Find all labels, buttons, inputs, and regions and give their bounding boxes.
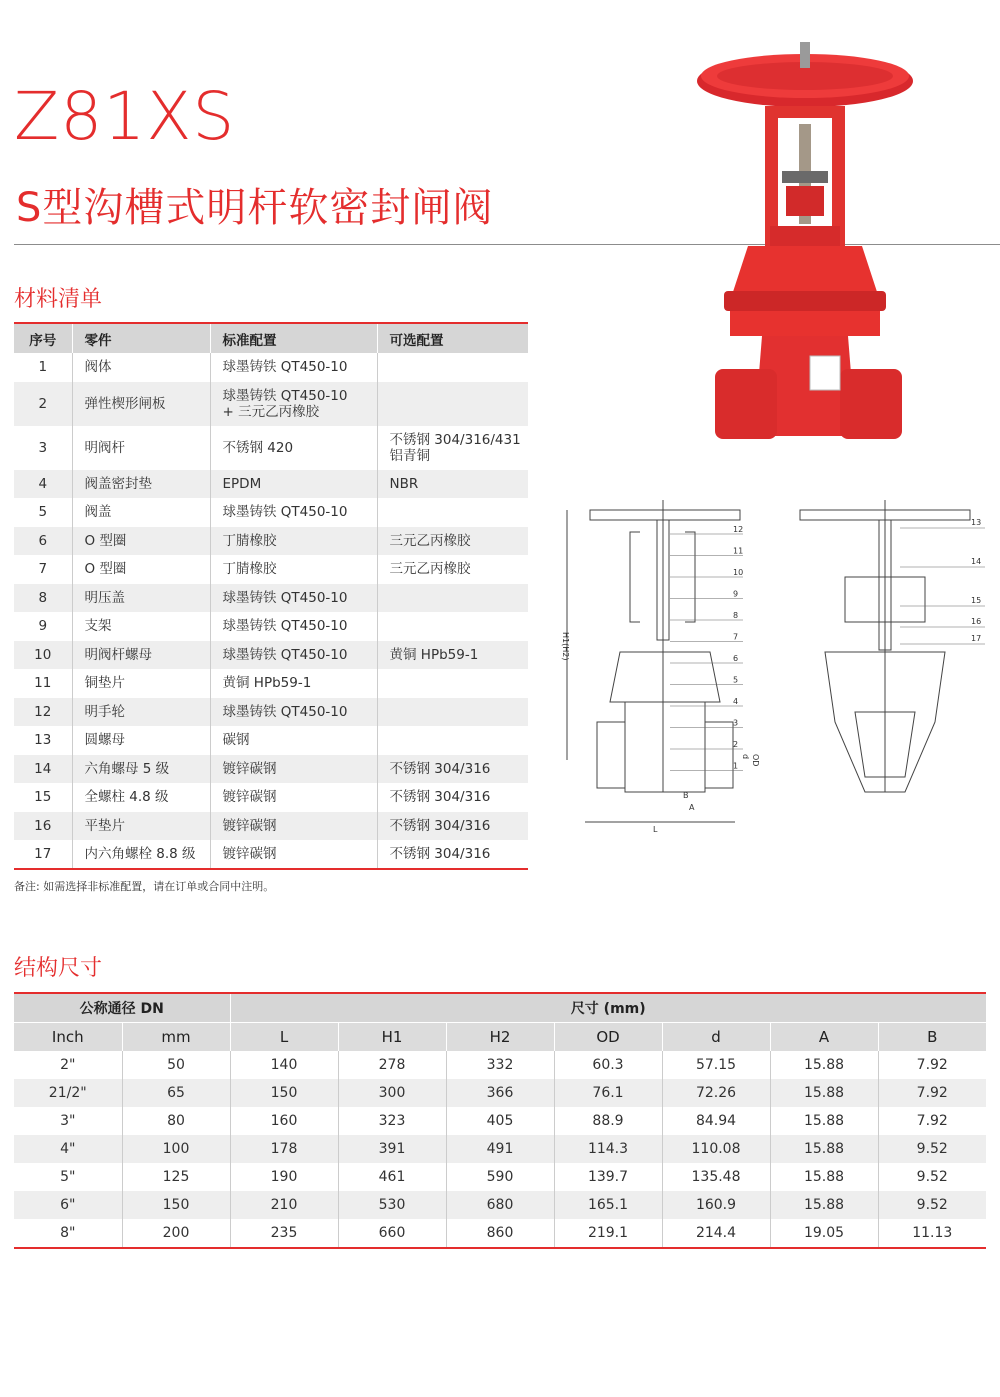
cell-inch: 2": [60, 1057, 76, 1073]
cell-part: 圆螺母: [72, 726, 210, 755]
cell-standard: 不锈钢 420: [210, 426, 377, 470]
cell-a: 15.88: [770, 1135, 878, 1163]
cell-standard: 球墨铸铁 QT450-10 + 三元乙丙橡胶: [210, 382, 377, 426]
table-row: [14, 1107, 986, 1135]
cell-h1: 660: [338, 1219, 446, 1248]
table-row: [14, 426, 528, 470]
materials-table: [14, 322, 528, 870]
table-row: [14, 726, 528, 755]
cell-optional: [377, 382, 528, 426]
cell-a: 15.88: [770, 1079, 878, 1107]
cell-standard: EPDM: [210, 470, 377, 499]
cell-part: 明阀杆螺母: [72, 641, 210, 670]
dimensions-section-title: 结构尺寸: [14, 956, 103, 981]
col-header-b: B: [878, 1023, 986, 1052]
cell-inch: 5": [60, 1169, 76, 1185]
cell-b: 9.52: [878, 1191, 986, 1219]
cell-optional: 不锈钢 304/316: [377, 840, 528, 869]
cell-b: 7.92: [878, 1051, 986, 1079]
cell-part: 支架: [72, 612, 210, 641]
cell-part: O 型圈: [72, 555, 210, 584]
cell-part: 阀盖密封垫: [72, 470, 210, 499]
callout-number: 14: [971, 557, 982, 566]
cell-optional: [377, 612, 528, 641]
dim-label-b: B: [683, 791, 689, 800]
cell-od: 60.3: [554, 1051, 662, 1079]
cell-part: 六角螺母 5 级: [72, 755, 210, 784]
callout-number: 1: [733, 761, 739, 771]
dimensions-table: [14, 992, 986, 1249]
product-title: S型沟槽式明杆软密封闸阀: [16, 185, 494, 231]
cell-h2: 680: [446, 1191, 554, 1219]
cell-h2: 491: [446, 1135, 554, 1163]
dim-label-od: OD: [751, 754, 760, 767]
cell-b: 11.13: [878, 1219, 986, 1248]
cell-optional: 三元乙丙橡胶: [377, 555, 528, 584]
cell-standard: 球墨铸铁 QT450-10: [210, 612, 377, 641]
materials-header-row: [14, 323, 528, 353]
callout-number: 11: [733, 546, 744, 556]
col-header-h1: H1: [338, 1023, 446, 1052]
cell-no: 3: [38, 439, 48, 456]
cell-standard: 镀锌碳钢: [210, 783, 377, 812]
cell-d: 214.4: [662, 1219, 770, 1248]
cell-od: 139.7: [554, 1163, 662, 1191]
dim-label-l: L: [653, 825, 658, 834]
table-row: [14, 698, 528, 727]
cell-no: 5: [38, 504, 48, 521]
table-row: [14, 1135, 986, 1163]
cell-no: 12: [14, 698, 72, 727]
cell-od: 165.1: [554, 1191, 662, 1219]
cell-d: 57.15: [662, 1051, 770, 1079]
cell-a: 15.88: [770, 1107, 878, 1135]
cell-part: 全螺柱 4.8 级: [72, 783, 210, 812]
cell-h2: 332: [446, 1051, 554, 1079]
cell-mm: 125: [122, 1163, 230, 1191]
callout-number: 12: [733, 525, 744, 534]
cell-h2: 405: [446, 1107, 554, 1135]
cell-optional: [377, 353, 528, 382]
cell-standard: 镀锌碳钢: [210, 755, 377, 784]
cell-optional: 不锈钢 304/316: [377, 783, 528, 812]
table-row: [14, 1051, 986, 1079]
materials-section-title: 材料清单: [14, 287, 103, 312]
cell-part: 平垫片: [72, 812, 210, 841]
callout-number: 15: [971, 596, 982, 605]
col-header-part: 零件: [72, 323, 210, 353]
cell-no: 14: [14, 755, 72, 784]
cell-optional: 三元乙丙橡胶: [377, 527, 528, 556]
cell-no: 2: [14, 382, 72, 426]
callout-number: 9: [733, 589, 739, 599]
col-header-od: OD: [554, 1023, 662, 1052]
table-row: [14, 498, 528, 527]
cell-h1: 530: [338, 1191, 446, 1219]
cell-no: 10: [14, 641, 72, 670]
cell-od: 219.1: [554, 1219, 662, 1248]
table-row: [14, 527, 528, 556]
cell-no: 16: [14, 812, 72, 841]
cell-b: 7.92: [878, 1107, 986, 1135]
callout-number: 3: [733, 718, 739, 728]
cell-optional: [377, 726, 528, 755]
cell-standard: 黄铜 HPb59-1: [210, 669, 377, 698]
cell-h2: 590: [446, 1163, 554, 1191]
cell-part: 内六角螺栓 8.8 级: [72, 840, 210, 869]
cell-a: 15.88: [770, 1191, 878, 1219]
table-row: [14, 1079, 986, 1107]
cell-standard: 球墨铸铁 QT450-10: [210, 698, 377, 727]
cell-b: 9.52: [878, 1135, 986, 1163]
callout-number: 5: [733, 675, 739, 685]
model-number: Z81XS: [14, 78, 236, 155]
cell-l: 210: [230, 1191, 338, 1219]
col-header-standard: 标准配置: [210, 323, 377, 353]
cell-standard: 球墨铸铁 QT450-10: [210, 641, 377, 670]
cell-no: 1: [38, 359, 48, 376]
callout-number: 8: [733, 611, 739, 620]
table-row: [14, 1163, 986, 1191]
cell-no: 6: [14, 527, 72, 556]
cell-od: 88.9: [554, 1107, 662, 1135]
col-header-a: A: [770, 1023, 878, 1052]
cell-h1: 391: [338, 1135, 446, 1163]
cell-mm: 50: [122, 1051, 230, 1079]
cell-l: 235: [230, 1219, 338, 1248]
col-header-l: L: [230, 1023, 338, 1052]
col-header-d: d: [662, 1023, 770, 1052]
cell-inch: 21/2": [14, 1079, 122, 1107]
cell-optional: 不锈钢 304/316/431 铝青铜: [377, 426, 528, 470]
cell-part: 明手轮: [72, 698, 210, 727]
table-row: [14, 555, 528, 584]
cell-standard: 球墨铸铁 QT450-10: [210, 498, 377, 527]
cell-l: 178: [230, 1135, 338, 1163]
cell-standard: 球墨铸铁 QT450-10: [210, 353, 377, 382]
cell-mm: 80: [122, 1107, 230, 1135]
cell-h1: 278: [338, 1051, 446, 1079]
cell-a: 15.88: [770, 1163, 878, 1191]
callout-number: 2: [733, 740, 739, 749]
cell-a: 19.05: [770, 1219, 878, 1248]
table-row: [14, 840, 528, 869]
dim-label-a: A: [689, 803, 695, 812]
callout-number: 4: [733, 697, 739, 706]
dimensions-group-row: [14, 993, 986, 1023]
cell-no: 7: [38, 561, 48, 578]
dim-label-height: H1(H2): [561, 632, 570, 661]
cell-part: 弹性楔形闸板: [72, 382, 210, 426]
table-row: [14, 783, 528, 812]
cell-standard: 镀锌碳钢: [210, 812, 377, 841]
cell-mm: 200: [122, 1219, 230, 1248]
col-header-inch: Inch: [14, 1023, 122, 1052]
cell-no: 4: [14, 470, 72, 499]
cell-part: 明压盖: [72, 584, 210, 613]
cell-no: 9: [38, 618, 48, 635]
cell-h2: 366: [446, 1079, 554, 1107]
dimensions-header-row: [14, 1023, 986, 1052]
cell-d: 110.08: [662, 1135, 770, 1163]
cell-l: 150: [230, 1079, 338, 1107]
cell-h1: 461: [338, 1163, 446, 1191]
cell-h1: 323: [338, 1107, 446, 1135]
cell-inch: 6": [14, 1191, 122, 1219]
cell-mm: 150: [122, 1191, 230, 1219]
cell-no: 17: [14, 840, 72, 869]
cell-mm: 65: [122, 1079, 230, 1107]
valve-drawing: [555, 492, 1000, 837]
table-row: [14, 755, 528, 784]
cell-h1: 300: [338, 1079, 446, 1107]
cell-part: 铜垫片: [72, 669, 210, 698]
cell-optional: [377, 669, 528, 698]
dim-label-d: d: [741, 754, 750, 760]
cell-optional: [377, 698, 528, 727]
cell-h2: 860: [446, 1219, 554, 1248]
table-row: [14, 382, 528, 426]
table-row: [14, 1191, 986, 1219]
cell-no: 8: [14, 584, 72, 613]
cell-standard: 丁腈橡胶: [210, 555, 377, 584]
cell-b: 7.92: [878, 1079, 986, 1107]
cell-inch: 3": [60, 1113, 76, 1129]
cell-optional: NBR: [377, 470, 528, 499]
cell-b: 9.52: [878, 1163, 986, 1191]
cell-optional: 黄铜 HPb59-1: [377, 641, 528, 670]
group-header-size: 尺寸 (mm): [230, 993, 986, 1023]
cell-d: 160.9: [662, 1191, 770, 1219]
table-row: [14, 812, 528, 841]
cell-d: 72.26: [662, 1079, 770, 1107]
cell-standard: 镀锌碳钢: [210, 840, 377, 869]
group-header-nominal: 公称通径 DN: [14, 993, 230, 1023]
table-row: [14, 641, 528, 670]
callout-number: 6: [733, 654, 739, 663]
cell-optional: 不锈钢 304/316: [377, 755, 528, 784]
cell-a: 15.88: [770, 1051, 878, 1079]
table-row: [14, 470, 528, 499]
cell-standard: 球墨铸铁 QT450-10: [210, 584, 377, 613]
cell-part: 阀体: [72, 353, 210, 382]
col-header-h2: H2: [446, 1023, 554, 1052]
callout-number: 16: [971, 617, 982, 626]
callout-number: 10: [733, 568, 744, 577]
cell-no: 11: [34, 675, 52, 692]
table-row: [14, 1219, 986, 1248]
cell-optional: [377, 498, 528, 527]
cell-no: 15: [34, 789, 52, 806]
callout-number: 13: [971, 518, 982, 527]
cell-part: 阀盖: [72, 498, 210, 527]
cell-part: O 型圈: [72, 527, 210, 556]
cell-mm: 100: [122, 1135, 230, 1163]
cell-l: 160: [230, 1107, 338, 1135]
cell-inch: 8": [14, 1219, 122, 1248]
callout-number: 17: [971, 634, 982, 643]
cell-optional: [377, 584, 528, 613]
materials-note: 备注: 如需选择非标准配置，请在订单或合同中注明。: [14, 880, 275, 893]
cell-optional: 不锈钢 304/316: [377, 812, 528, 841]
cell-od: 114.3: [554, 1135, 662, 1163]
col-header-optional: 可选配置: [377, 323, 528, 353]
callout-number: 7: [733, 632, 739, 642]
table-row: [14, 669, 528, 698]
cell-l: 190: [230, 1163, 338, 1191]
table-row: [14, 353, 528, 382]
cell-standard: 碳钢: [210, 726, 377, 755]
table-row: [14, 612, 528, 641]
col-header-mm: mm: [122, 1023, 230, 1052]
cell-inch: 4": [14, 1135, 122, 1163]
cell-d: 84.94: [662, 1107, 770, 1135]
cell-d: 135.48: [662, 1163, 770, 1191]
table-row: [14, 584, 528, 613]
cell-part: 明阀杆: [72, 426, 210, 470]
cell-l: 140: [230, 1051, 338, 1079]
valve-photo: [690, 36, 920, 446]
cell-od: 76.1: [554, 1079, 662, 1107]
cell-no: 13: [34, 732, 52, 749]
col-header-no: 序号: [14, 323, 72, 353]
cell-standard: 丁腈橡胶: [210, 527, 377, 556]
